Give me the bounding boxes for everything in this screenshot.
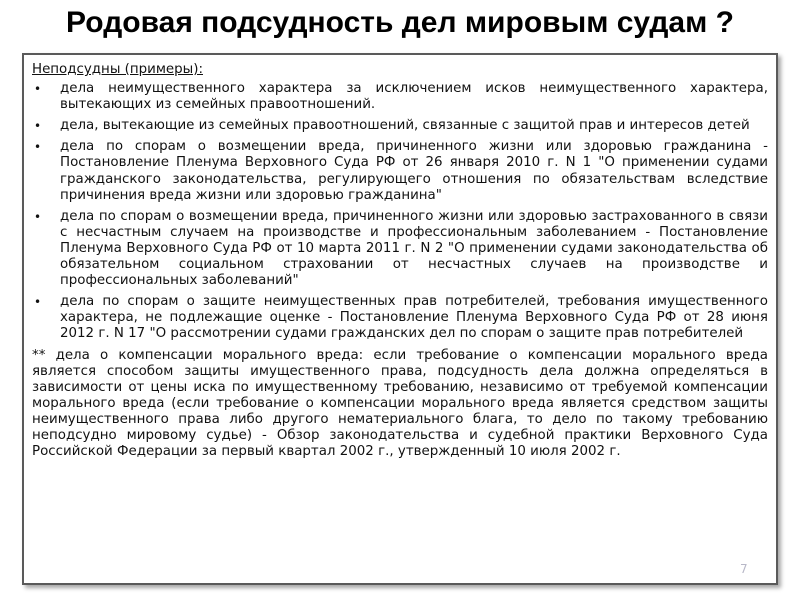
list-item-text: дела неимущественного характера за исключением исков неимущественного характера, вытекающих из семейных правоотношений. [60, 81, 768, 113]
list-item [32, 81, 768, 113]
moral-damage-note: ** дела о компенсации морального вреда: если требование о компенсации морального вреда является способом защиты имущественного права, подсудность дела должна определяться в зависимости от цены иска по имущественному требованию, независимо от требуемой компенсации морального вреда (если требование о компенсации морального вреда является средством защиты неимущественного права либо другого нематериального блага, то дело по такому требованию неподсудно мировому судье) - Обзор законодательства и судебной практики Верховного Суда Российской Федерации за первый квартал 2002 г., утвержденный 10 июля 2002 г. [32, 347, 768, 460]
slide-title: Родовая подсудность дел мировым судам ? [66, 6, 734, 39]
list-item [32, 209, 768, 289]
list-item-text: дела по спорам о возмещении вреда, причиненного жизни или здоровью гражданина - Постановление Пленума Верховного Суда РФ от 26 января 2010 г. N 1 "О применении судами гражданского законодательства, регулирующего отношения по обязательствам вследствие причинения вреда жизни или здоровью гражданина" [60, 139, 768, 203]
bullet-icon: • [34, 140, 42, 155]
list-item-text: дела по спорам о защите неимущественных прав потребителей, требования имущественного характера, не подлежащие оценке - Постановление Пленума Верховного Суда РФ от 28 июня 2012 г. N 17 "О рассмотрении судами гражданских дел по спорам о защите прав потребителей [60, 294, 768, 342]
bullet-icon: • [34, 119, 42, 134]
content-heading: Неподсудны (примеры): [32, 62, 203, 77]
page-number: 7 [740, 562, 748, 576]
bullet-icon: • [34, 82, 42, 97]
examples-list [32, 81, 768, 342]
content-box [22, 53, 778, 585]
bullet-icon: • [34, 295, 42, 310]
list-item [32, 139, 768, 203]
list-item-text: дела, вытекающие из семейных правоотношений, связанные с защитой прав и интересов детей [60, 118, 750, 134]
list-item-text: дела по спорам о возмещении вреда, причиненного жизни или здоровью застрахованного в связи с несчастным случаем на производстве и профессиональным заболеванием - Постановление Пленума Верховного Суда РФ от 10 марта 2011 г. N 2 "О применении судами законодательства об обязательном социальном страховании от несчастных случаев на производстве и профессиональных заболеваний" [60, 208, 768, 289]
list-item [32, 294, 768, 342]
list-item [32, 118, 768, 134]
bullet-icon: • [34, 209, 42, 224]
